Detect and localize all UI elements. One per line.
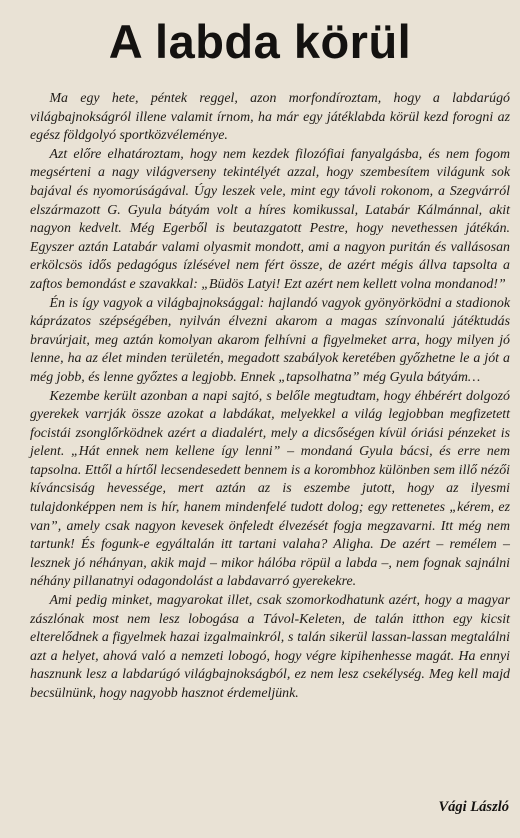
author-signature: Vági László [438,799,509,815]
paragraph-1: Ma egy hete, péntek reggel, azon morfondíroztam, hogy a labdarúgó világbajnokságról illene valamit írnom, ha már egy játéklabda körül kezd forogni az egész földgolyó sportközvéleménye. [30,91,510,144]
paragraph-4: Kezembe került azonban a napi sajtó, s belőle megtudtam, hogy éhbérért dolgozó gyerekek varrják össze azokat a labdákat, melyekkel a világ legjobban megfizetett focistái zsonglőrködnek azért a diadalért, mely a dicsőségen kívül óriási pénzeket is jelent. „Hát ennek nem kellene így lenni” – mondaná Gyula bácsi, és erre nem tapsolna. Ettől a hírtől lecsendesedett bennem is a korombhoz különben sem illő nézői kíváncsiság hevessége, mert aztán az is eszembe jutott, hogy az ilyesmi tulajdonképpen nem is hír, hanem mindenfelé tudott dolog; egy rettenetes „kérem, ez van”, amely csak nagyon kevesek önfeledt élvezését fogja megzavarni. Itt még nem tartunk! És fogunk-e egyáltalán itt tartani valaha? Aligha. De azért – remélem – lesznek jó néhányan, akik majd – mikor hálóba röpül a labda –, nem fognak sajnálni néhány pillanatnyi odagondolást a labdavarró gyerekekre. [30,388,510,590]
paragraph-5: Ami pedig minket, magyarokat illet, csak szomorkodhatunk azért, hogy a magyar zászlónak most nem lesz lobogása a Távol-Keleten, de talán itthon egy kicsit elterelődnek a figyelmek hazai izgalmainkról, s talán sikerül lassan-lassan megtalálni azt a helyet, ahová való a nemzeti lobogó, hogy végre kipihenhesse magát. Ha ennyi hasznunk lesz a labdarúgó világbajnokságból, ez nem lesz csekélység. Meg kell majd becsülnünk, hogy nagyobb hasznot érdemeljünk. [30,593,510,701]
paragraph-3: Én is így vagyok a világbajnoksággal: hajlandó vagyok gyönyörködni a stadionok káprázatos szépségében, nyilván élvezni akarom a magas színvonalú játéktudás bravúrjait, meg aztán komolyan akarom felhívni a figyelmeket arra, hogy milyen jó lenne, ha az élet minden területén, megadott szabályok keretében győzhetne le a jót a még jobb, és lenne győztes a legjobb. Ennek „tapsolhatna” még Gyula bátyám… [30,295,510,385]
article-title: A labda körül [108,15,412,68]
paragraph-2: Azt előre elhatároztam, hogy nem kezdek filozófiai fanyalgásba, és nem fogom megsérteni a nagy világverseny tekintélyét azzal, hogy szembesítem világunk sok bajával és nyomorúságával. Úgy leszek vele, mint egy távoli rokonom, a Szegvárról elszármazott G. Gyula bátyám volt a híres komikussal, Latabár Kálmánnal, akit nagyon kedvelt. Még Egerből is beutazgatott Pestre, hogy nevethessen játékán. Egyszer aztán Latabár valami olyasmit mondott, ami a nagyon puritán és vallásosan erkölcsös idős pedagógus ízlésével nem fért össze, de azért mégis állva tapsolta a zaftos bemondást e szavakkal: „Büdös Latyi! Ezt azért nem kellett volna mondanod!” [30,146,510,292]
article-body [30,90,510,704]
